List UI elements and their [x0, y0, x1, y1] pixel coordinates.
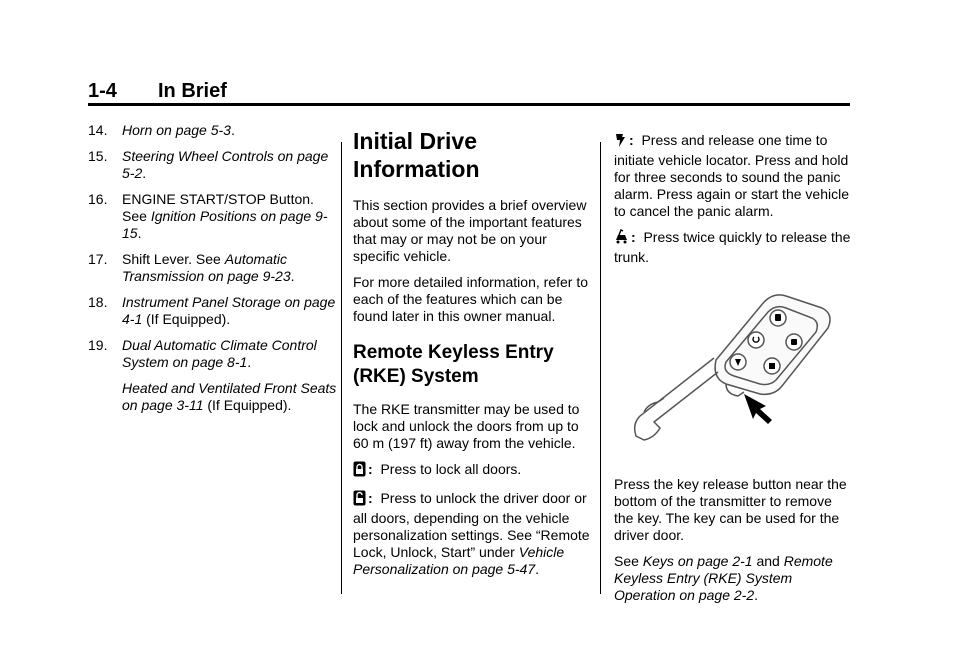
lock-description — [353, 461, 593, 481]
icon-colon: : — [368, 461, 373, 477]
item-text-tail: . — [290, 268, 295, 284]
item-number: 17. — [88, 251, 108, 267]
running-header — [88, 80, 227, 103]
see-also-text: . — [754, 587, 758, 603]
cross-reference-link[interactable]: Dual Automatic Climate Control System on page 8-1 — [122, 337, 317, 370]
item-text: Shift Lever. See — [122, 251, 225, 267]
list-item — [88, 251, 338, 285]
list-item — [88, 148, 338, 182]
cross-reference-link[interactable]: Heated and Ventilated Front Seats on page 3-11 — [122, 380, 337, 413]
see-also — [614, 553, 854, 604]
see-also-text: See — [614, 553, 643, 569]
page-number: 1-4 — [88, 80, 117, 102]
item-text-tail: . — [137, 225, 142, 241]
cross-reference-link[interactable]: Vehicle Personalization on page 5-47 — [353, 544, 565, 577]
item-text-tail: (If Equipped). — [203, 397, 292, 413]
cross-reference-link[interactable]: Ignition Positions on page 9-15 — [122, 208, 328, 241]
key-fob-drawing — [614, 290, 854, 460]
trunk-release-icon — [614, 229, 629, 249]
item-number: 14. — [88, 122, 108, 138]
header-rule — [88, 103, 850, 106]
item-text-tail: (If Equipped). — [142, 311, 231, 327]
column-divider — [600, 142, 601, 594]
item-number: 18. — [88, 294, 108, 310]
list-item — [88, 337, 338, 371]
unlock-description — [353, 490, 593, 578]
section-heading: Initial Drive Information — [353, 128, 480, 182]
list-item-continuation — [88, 380, 338, 414]
cross-reference-link[interactable]: Keys on page 2-1 — [642, 553, 753, 569]
unlock-icon — [353, 490, 366, 510]
subsection-heading: Remote Keyless Entry (RKE) System — [353, 342, 554, 387]
column-1 — [88, 122, 338, 423]
list-item — [88, 122, 338, 139]
section-title: In Brief — [158, 80, 227, 102]
cross-reference-link[interactable]: Horn on page 5-3 — [122, 122, 231, 138]
paragraph: This section provides a brief overview about some of the important features that may or may not be on your specific vehicle. — [353, 197, 587, 264]
unlock-text-tail: . — [535, 561, 540, 577]
item-number: 16. — [88, 191, 108, 207]
key-fob-illustration — [614, 290, 854, 460]
cross-reference-link[interactable]: Instrument Panel Storage on page 4-1 — [122, 294, 336, 327]
paragraph: The RKE transmitter may be used to lock and unlock the doors from up to 60 m (197 ft) away from the vehicle. — [353, 401, 580, 451]
item-text-tail: . — [142, 165, 147, 181]
see-also-text: and — [752, 553, 784, 569]
paragraph: Press the key release button near the bottom of the transmitter to remove the key. The key can be used for the driver door. — [614, 476, 847, 543]
panic-text: Press and release one time to initiate vehicle locator. Press and hold for three seconds to sound the panic alarm. Press again or start the vehicle to cancel the panic alarm. — [614, 132, 849, 219]
cross-reference-link[interactable]: Remote Keyless Entry (RKE) System Operation on page 2-2 — [614, 553, 833, 603]
cross-reference-link[interactable]: Automatic Transmission on page 9-23 — [122, 251, 291, 284]
unlock-text: Press to unlock the driver door or all doors, depending on the vehicle personalization settings. See “Remote Lock, Unlock, Start” under — [353, 490, 590, 560]
column-3 — [614, 132, 854, 613]
column-divider — [341, 142, 342, 594]
lock-icon — [353, 461, 366, 481]
item-text-tail: . — [230, 122, 235, 138]
trunk-description — [614, 229, 854, 266]
vehicle-locator-icon — [614, 132, 627, 152]
icon-colon: : — [631, 229, 636, 245]
paragraph: For more detailed information, refer to each of the features which can be found later in this owner manual. — [353, 274, 588, 324]
icon-colon: : — [368, 490, 373, 506]
item-number: 15. — [88, 148, 108, 164]
panic-description — [614, 132, 854, 220]
icon-colon: : — [629, 132, 634, 148]
column-2 — [353, 127, 593, 587]
item-number: 19. — [88, 337, 108, 353]
trunk-text: Press twice quickly to release the trunk. — [614, 229, 851, 265]
item-text-tail: . — [247, 354, 252, 370]
cross-reference-link[interactable]: Steering Wheel Controls on page 5-2 — [122, 148, 329, 181]
item-text: ENGINE START/STOP Button. See — [122, 191, 314, 224]
list-item — [88, 294, 338, 328]
lock-text: Press to lock all doors. — [380, 461, 522, 477]
list-item — [88, 191, 338, 242]
